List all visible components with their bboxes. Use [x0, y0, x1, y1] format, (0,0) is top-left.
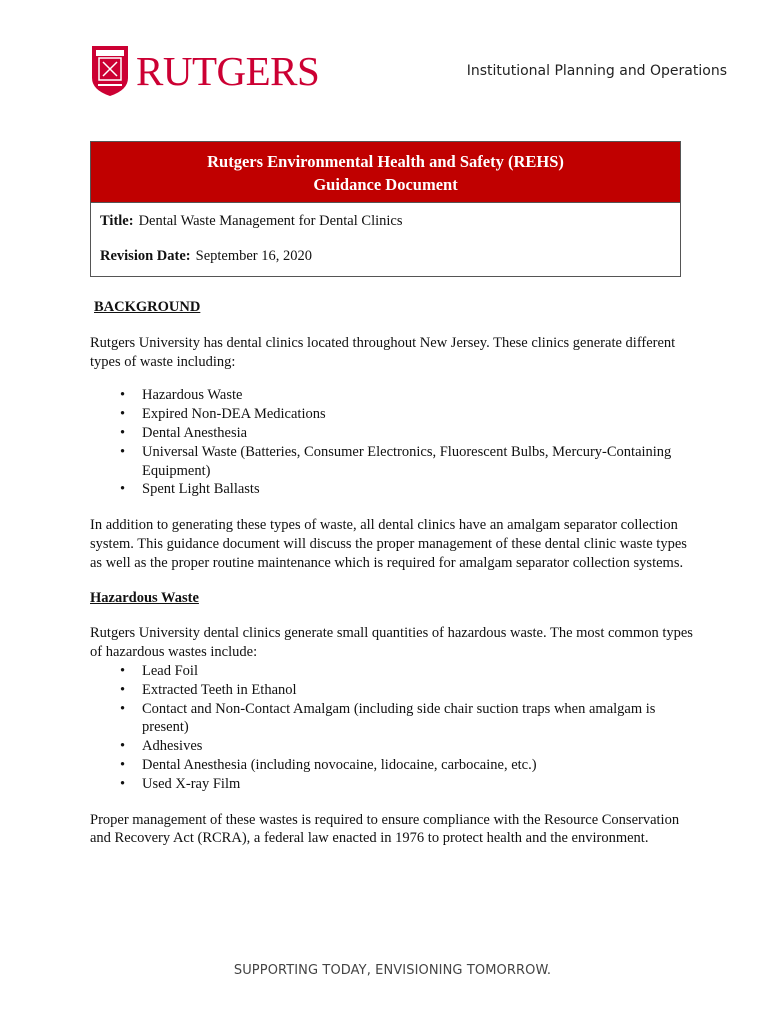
- hazardous-intro: Rutgers University dental clinics generate small quantities of hazardous waste. The most common types of hazardous wastes include:: [90, 625, 693, 661]
- title-label: Title:: [100, 213, 134, 229]
- list-item: • Extracted Teeth in Ethanol: [142, 681, 700, 700]
- waste-types-list: [90, 386, 700, 499]
- box-title-line1: Rutgers Environmental Health and Safety (REHS): [207, 152, 564, 171]
- box-header: [91, 142, 680, 203]
- list-item: • Contact and Non-Contact Amalgam (including side chair suction traps when amalgam is present): [142, 700, 700, 738]
- revision-label: Revision Date:: [100, 248, 191, 264]
- revision-value: September 16, 2020: [195, 248, 313, 264]
- document-info-box: [90, 141, 681, 277]
- list-item: • Dental Anesthesia: [142, 424, 700, 443]
- title-value: Dental Waste Management for Dental Clinics: [138, 213, 403, 229]
- revision-row: [100, 246, 671, 266]
- logo-wordmark: RUTGERS: [136, 47, 320, 94]
- hazardous-heading: Hazardous Waste: [90, 589, 199, 606]
- list-item: • Dental Anesthesia (including novocaine, lidocaine, carbocaine, etc.): [142, 756, 700, 775]
- list-item: • Lead Foil: [142, 662, 700, 681]
- department-name: Institutional Planning and Operations: [466, 63, 727, 79]
- footer-tagline: SUPPORTING TODAY, ENVISIONING TOMORROW.: [233, 963, 552, 978]
- background-intro: Rutgers University has dental clinics located throughout New Jersey. These clinics generate different types of waste including:: [90, 334, 676, 370]
- list-item: • Adhesives: [142, 737, 700, 756]
- title-row: [100, 211, 671, 231]
- hazardous-outro: Proper management of these wastes is required to ensure compliance with the Resource Conservation and Recovery Act (RCRA), a federal law enacted in 1976 to protect health and the environment.: [90, 811, 680, 847]
- hazardous-list: [90, 662, 700, 794]
- box-title-line2: Guidance Document: [313, 175, 458, 194]
- list-item: • Expired Non-DEA Medications: [142, 405, 700, 424]
- rutgers-logo: [90, 44, 319, 98]
- shield-icon: [90, 44, 130, 98]
- box-body: [91, 203, 680, 276]
- list-item: • Hazardous Waste: [142, 386, 700, 405]
- document-body: [90, 298, 700, 848]
- background-heading: BACKGROUND: [94, 299, 201, 315]
- background-outro: In addition to generating these types of waste, all dental clinics have an amalgam separator collection system. This guidance document will discuss the proper management of these dental clinic waste types as well as the proper routine maintenance which is required for amalgam separator collection systems.: [90, 517, 687, 571]
- list-item: • Universal Waste (Batteries, Consumer Electronics, Fluorescent Bulbs, Mercury-Containing Equipment): [142, 443, 700, 481]
- list-item: • Used X-ray Film: [142, 775, 700, 794]
- list-item: • Spent Light Ballasts: [142, 480, 700, 499]
